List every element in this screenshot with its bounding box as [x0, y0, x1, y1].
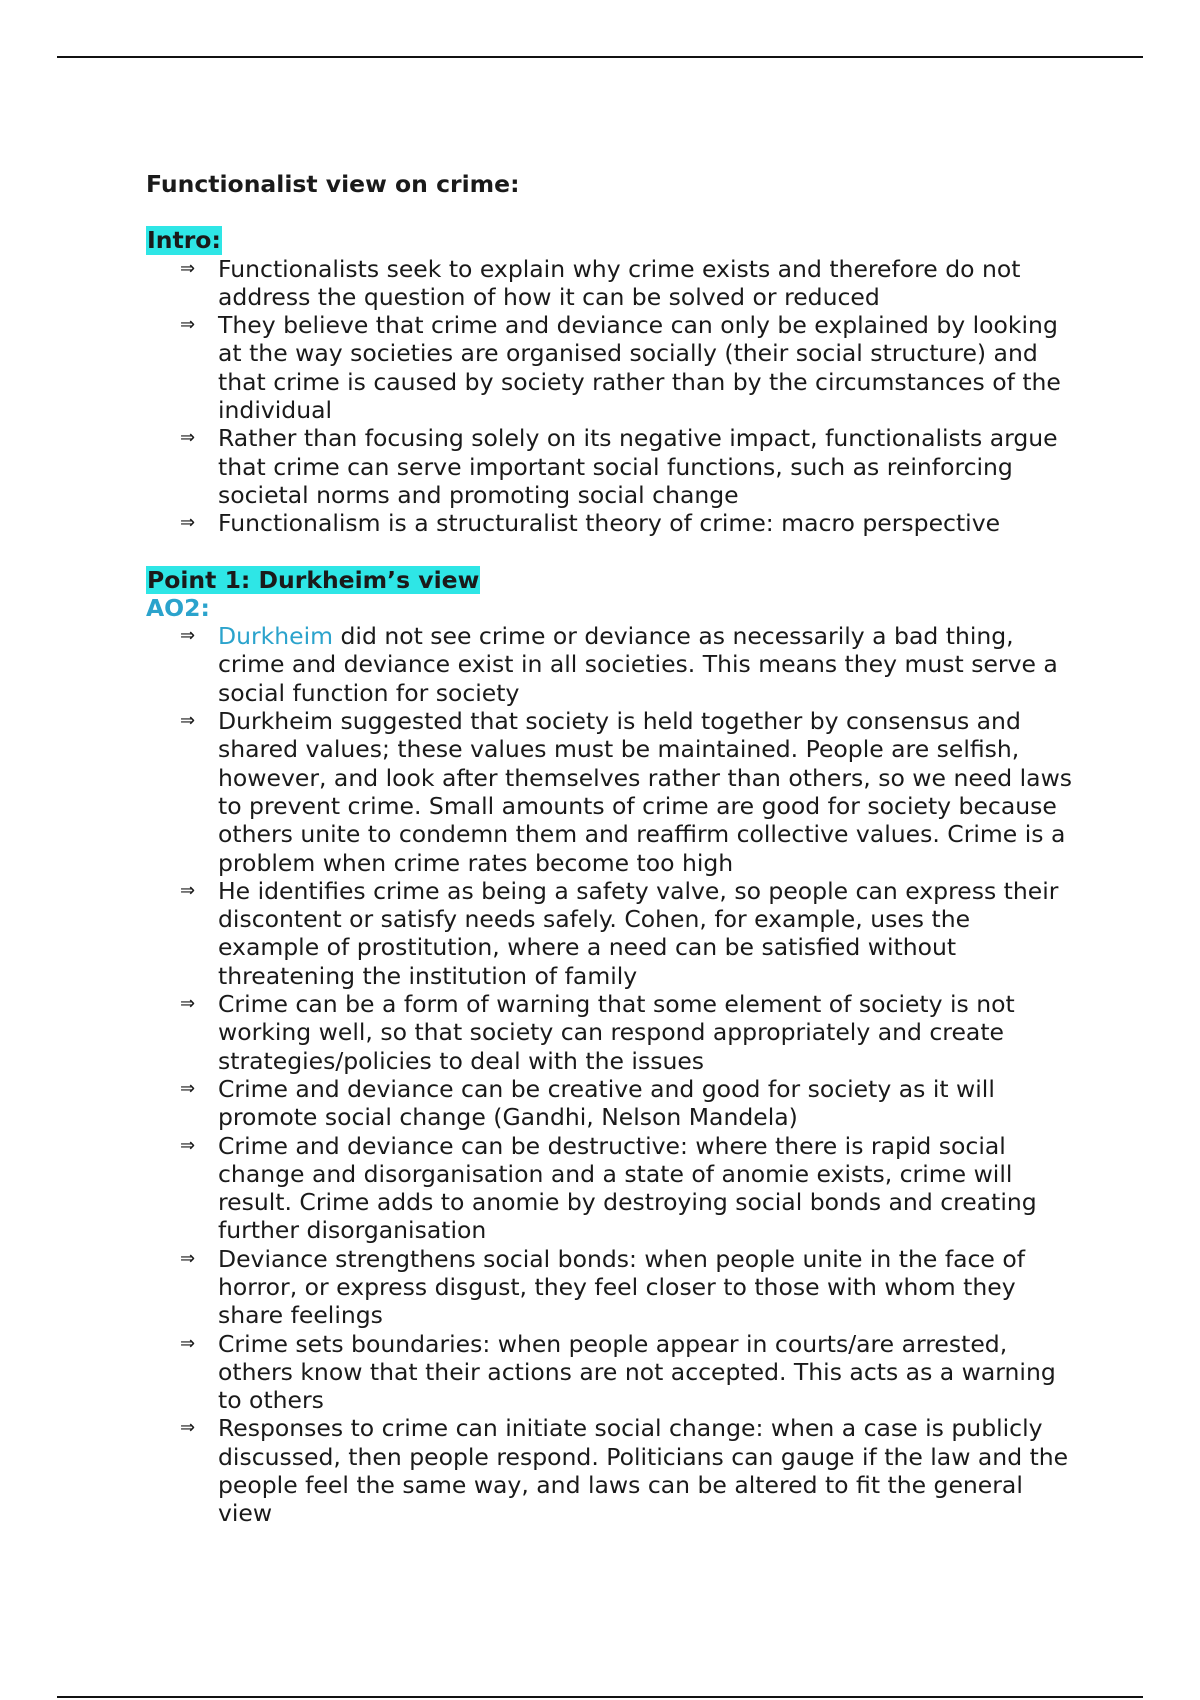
list-item: ⇒ Functionalists seek to explain why crime exists and therefore do not address the question of how it can be solved or reduced: [180, 254, 1021, 311]
list-item: ⇒ Crime and deviance can be creative and good for society as it will promote social change (Gandhi, Nelson Mandela): [180, 1074, 995, 1132]
list-item: ⇒ Durkheim suggested that society is held together by consensus and shared values; these values must be maintained. People are selfish, however, and look after themselves rather than others, so we need laws to prevent crime. Small amounts of crime are good for society because others unite to condemn them and reaffirm collective values. Crime is a problem when crime rates become too high: [180, 707, 1073, 877]
intro-section: [146, 226, 1076, 537]
list-item: ⇒ Crime and deviance can be destructive: where there is rapid social change and disorganisation and a state of anomie exists, crime will result. Crime adds to anomie by destroying social bonds and creating further disorganisation: [180, 1131, 1037, 1245]
double-arrow-icon: ⇒: [180, 1332, 196, 1354]
intro-bullet-list: [146, 255, 1076, 538]
double-arrow-icon: ⇒: [180, 1077, 196, 1099]
double-arrow-icon: ⇒: [180, 427, 196, 449]
intro-heading-row: [146, 226, 1076, 254]
list-item: ⇒ Crime can be a form of warning that some element of society is not working well, so that society can respond appropriately and create strategies/policies to deal with the issues: [180, 990, 1015, 1075]
list-item: ⇒ Responses to crime can initiate social change: when a case is publicly discussed, then people respond. Politicians can gauge if the law and the people feel the same way, and laws can be altered to fit the general view: [180, 1414, 1069, 1528]
header-rule: [57, 56, 1143, 58]
point1-heading: Point 1: Durkheim’s view: [147, 565, 480, 594]
ao2-label: AO2:: [146, 593, 210, 622]
point1-bullet-list: [146, 622, 1076, 1528]
list-item: ⇒ Crime sets boundaries: when people appear in courts/are arrested, others know that their actions are not accepted. This acts as a warning to others: [180, 1329, 1056, 1415]
point1-section: [146, 566, 1076, 1528]
durkheim-name: Durkheim: [218, 622, 334, 651]
list-item: ⇒ They believe that crime and deviance can only be explained by looking at the way societies are organised socially (their social structure) and that crime is caused by society rather than by the circumstances of the individual: [180, 311, 1061, 425]
document-body: [146, 170, 1076, 1528]
list-item: ⇒ Functionalism is a structuralist theory of crime: macro perspective: [180, 509, 1001, 538]
double-arrow-icon: ⇒: [180, 257, 196, 279]
footer-rule: [57, 1696, 1143, 1698]
list-item: ⇒ Durkheim did not see crime or deviance as necessarily a bad thing, crime and deviance exist in all societies. This means they must serve a social function for society: [180, 622, 1058, 707]
double-arrow-icon: ⇒: [180, 710, 196, 732]
double-arrow-icon: ⇒: [180, 993, 196, 1015]
list-item: ⇒ Deviance strengthens social bonds: when people unite in the face of horror, or express disgust, they feel closer to those with whom they share feelings: [180, 1244, 1026, 1330]
double-arrow-icon: ⇒: [180, 1247, 196, 1269]
double-arrow-icon: ⇒: [180, 512, 196, 534]
point1-heading-row: [146, 566, 1076, 594]
double-arrow-icon: ⇒: [180, 1417, 196, 1439]
double-arrow-icon: ⇒: [180, 879, 196, 901]
list-item: ⇒ Rather than focusing solely on its negative impact, functionalists argue that crime can serve important social functions, such as reinforcing societal norms and promoting social change: [180, 424, 1058, 509]
double-arrow-icon: ⇒: [180, 625, 196, 647]
list-item: ⇒ He identifies crime as being a safety valve, so people can express their discontent or satisfy needs safely. Cohen, for example, uses the example of prostitution, where a need can be satisfied without threatening the institution of family: [180, 876, 1059, 990]
intro-heading: Intro:: [147, 226, 221, 255]
document-title: Functionalist view on crime:: [146, 170, 520, 198]
double-arrow-icon: ⇒: [180, 314, 196, 336]
double-arrow-icon: ⇒: [180, 1134, 196, 1156]
